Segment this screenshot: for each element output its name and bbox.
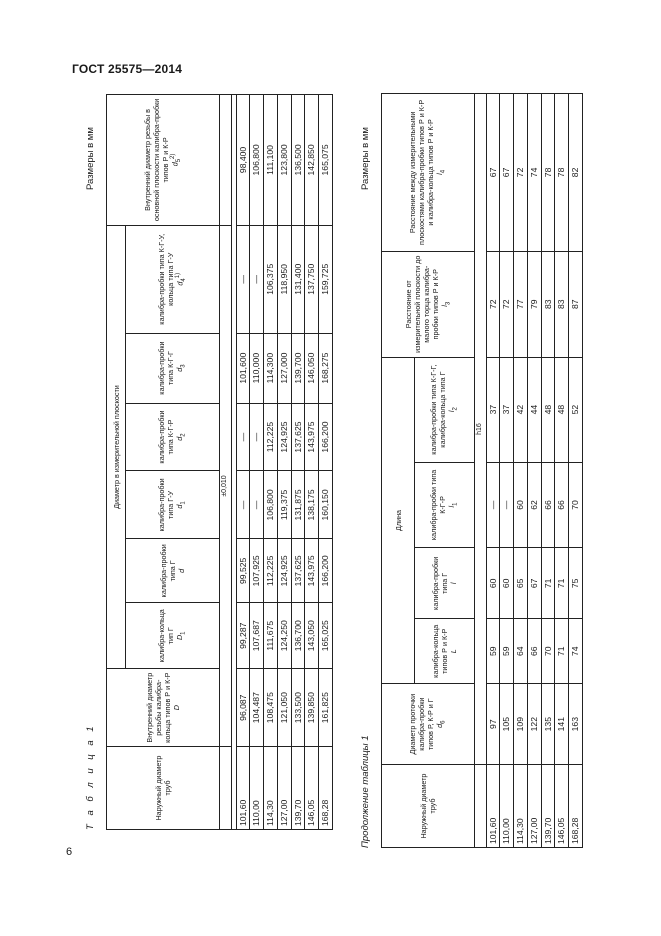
t1-header-plug-kgg: калибра-пробки типа К-Г-Г $d_3$ [126,333,220,403]
table-cell: 60 [500,548,514,619]
table-cell: 107,925 [250,539,264,603]
table-cell: 70 [569,462,583,548]
table-row [277,95,291,830]
row-outer-diameter: 127,00 [527,765,541,848]
table-cell: 143,975 [305,539,319,603]
table-cell: 166,200 [319,403,333,471]
table-cell: 143,050 [305,603,319,669]
row-outer-diameter: 110,00 [500,765,514,848]
table-row [555,94,569,848]
table-cell: 163 [569,684,583,765]
table-cell: 70 [541,619,555,684]
row-outer-diameter: 139,70 [541,765,555,848]
table-cell: — [236,471,250,539]
t1-header-ring-g: калибра-кольца тип Г $D_1$ [126,603,220,669]
table-cell: 99,525 [236,539,250,603]
table-cell: 168,275 [319,333,333,403]
table1-block [85,90,385,830]
table-cell: 59 [500,619,514,684]
table-cell: 71 [541,548,555,619]
table-cell: 166,200 [319,539,333,603]
t2-header-length-group: Длина [382,357,415,684]
table-cell: 101,600 [236,333,250,403]
table-cell: 114,300 [264,333,278,403]
table-cell: 139,850 [305,669,319,747]
table-cell: 160,150 [319,471,333,539]
table-cell: 60 [514,462,528,548]
table1-cont-body [486,94,582,848]
table-cell: 141 [555,684,569,765]
t2-tolerance: h16 [475,94,487,765]
table-cell: 98,400 [236,95,250,226]
table-cell: — [486,462,500,548]
t2-header-plug-kgp-len: калибра-пробки типа К-Г-Р $l_1$ [415,462,475,548]
table-cell: 137,625 [291,539,305,603]
table1 [106,94,333,830]
page-number: 6 [66,846,73,858]
table-cell: 106,375 [264,225,278,333]
document-title: ГОСТ 25575—2014 [72,62,183,76]
table-cell: 109 [514,684,528,765]
table-cell: 87 [569,251,583,357]
table-cell: 67 [500,94,514,252]
table-row [500,94,514,848]
table-row [486,94,500,848]
table-row [236,95,250,830]
table-cell: 64 [514,619,528,684]
table-cell: 146,050 [305,333,319,403]
t1-header-inner-base: Внутренний диаметр резьбы в основной плоскости калибра-пробки типов Р и К-Р $d_5^{2)}$ [107,95,220,226]
t2-header-dist-end: Расстояние от измерительной плоскости до малого торца калибра-пробки типов Р и К-Р $l_3$ [382,251,475,357]
table1-cont-units: Размеры в мм [360,127,371,190]
table-row [569,94,583,848]
table-cell: 82 [569,94,583,252]
table-cell: 72 [486,251,500,357]
table-cell: 124,925 [277,403,291,471]
table-cell: 37 [486,357,500,462]
table-row [527,94,541,848]
table-cell: 44 [527,357,541,462]
table-cell: 119,375 [277,471,291,539]
table-cell: 137,625 [291,403,305,471]
t1-header-plug-gu: калибра-пробки типа Г-У $d_1$ [126,471,220,539]
table-row [264,95,278,830]
table-cell: 78 [555,94,569,252]
table-cell: 118,950 [277,225,291,333]
table-cell: 99,287 [236,603,250,669]
table-cell: — [236,403,250,471]
row-outer-diameter: 114,30 [264,747,278,830]
table-cell: 161,825 [319,669,333,747]
row-outer-diameter: 114,30 [514,765,528,848]
row-outer-diameter: 168,28 [319,747,333,830]
table-cell: 112,225 [264,403,278,471]
table-cell: 71 [555,619,569,684]
t1-tol-blank-2 [220,95,232,226]
table-cell: 96,087 [236,669,250,747]
table-cell: 66 [527,619,541,684]
table-row [250,95,264,830]
table-cell: — [236,225,250,333]
table-cell: 71 [555,548,569,619]
t1-tol-blank-1 [220,747,232,830]
t2-header-plug-g-len: калибра-пробки типа Г l [415,548,475,619]
t1-header-measure-group: Диаметр в измерительной плоскости [107,225,126,668]
table-cell: 131,400 [291,225,305,333]
table-cell: 67 [486,94,500,252]
t2-header-outer: Наружный диаметр труб [382,765,475,848]
row-outer-diameter: 101,60 [236,747,250,830]
table-cell: 165,025 [319,603,333,669]
table-cell: 165,075 [319,95,333,226]
table-cell: 83 [541,251,555,357]
table-cell: 106,800 [264,471,278,539]
t2-header-ring-len: калибра-кольца типов Р и К-Р L [415,619,475,684]
row-outer-diameter: 146,05 [555,765,569,848]
row-outer-diameter: 101,60 [486,765,500,848]
t1-header-outer: Наружный диаметр труб [107,747,220,830]
t2-header-dist-planes: Расстояние между измерительными плоскостями калибра-пробки типов Р и К-Р и калибра-кольца типов Р и К-Р $l_4$ [382,94,475,252]
row-outer-diameter: 168,28 [569,765,583,848]
table-cell: 104,487 [250,669,264,747]
t2-header-bore: Диаметр проточки калибра-пробки типов Р, К-Р и Г $d_6$ [382,684,475,765]
table-cell: 159,725 [319,225,333,333]
t1-header-plug-kgp: калибра-пробки типа К-Г-Р $d_2$ [126,403,220,471]
table-cell: 106,800 [250,95,264,226]
table-cell: 75 [569,548,583,619]
table-cell: 124,925 [277,539,291,603]
table-cell: 66 [555,462,569,548]
table-cell: 62 [527,462,541,548]
table-cell: 110,000 [250,333,264,403]
table-cell: 74 [569,619,583,684]
table-cell: 138,175 [305,471,319,539]
table-cell: 48 [555,357,569,462]
table-cell: 142,850 [305,95,319,226]
table1-cont-caption: Продолжение таблицы 1 [360,735,371,848]
table-cell: 121,050 [277,669,291,747]
table-cell: 122 [527,684,541,765]
table1-cont-block [360,88,640,848]
table-cell: 48 [541,357,555,462]
table-cell: — [250,471,264,539]
table1-caption: Т а б л и ц а 1 [85,723,96,830]
table-cell: 42 [514,357,528,462]
table-cell: 111,100 [264,95,278,226]
table-cell: 77 [514,251,528,357]
table-cell: 74 [527,94,541,252]
row-outer-diameter: 139,70 [291,747,305,830]
table-cell: 59 [486,619,500,684]
table-cell: 83 [555,251,569,357]
table-cell: 52 [569,357,583,462]
table-cell: 124,250 [277,603,291,669]
t1-header-inner-thread: Внутренний диаметр резьбы калибра-кольца типов Р и К-Р D [107,669,220,747]
table1-units: Размеры в мм [85,127,96,190]
row-outer-diameter: 127,00 [277,747,291,830]
table-cell: 135 [541,684,555,765]
table-cell: 136,700 [291,603,305,669]
table-cell: 112,225 [264,539,278,603]
table-cell: 107,687 [250,603,264,669]
table-cell: 97 [486,684,500,765]
t1-tolerance: ±0,010 [220,225,232,746]
table-cell: 137,750 [305,225,319,333]
table-cell: 60 [486,548,500,619]
t2-header-plug-kgg-len: калибра-пробки типа К-Г-Г, калибра-кольца типа Г $l_2$ [415,357,475,462]
table-cell: 72 [500,251,514,357]
table-cell: 127,000 [277,333,291,403]
t1-header-plug-g: калибра-пробки типа Г d [126,539,220,603]
table-cell: 111,675 [264,603,278,669]
table-cell: 143,975 [305,403,319,471]
table-row [291,95,305,830]
table-cell: — [250,403,264,471]
table-cell: 66 [541,462,555,548]
table-cell: 133,500 [291,669,305,747]
table-cell: 79 [527,251,541,357]
table-row [305,95,319,830]
table-cell: 123,800 [277,95,291,226]
t1-header-plug-kgu: калибра-пробки типа К-Г-У, кольца типа Г-У $d_4^{1)}$ [126,225,220,333]
row-outer-diameter: 146,05 [305,747,319,830]
table1-cont [381,93,583,848]
table-row [541,94,555,848]
table-cell: 136,500 [291,95,305,226]
t2-tol-blank-1 [475,765,487,848]
table-cell: 67 [527,548,541,619]
table-cell: 108,475 [264,669,278,747]
table-cell: — [250,225,264,333]
table-cell: — [500,462,514,548]
row-outer-diameter: 110,00 [250,747,264,830]
table-cell: 139,700 [291,333,305,403]
table-row [319,95,333,830]
table-cell: 78 [541,94,555,252]
table-cell: 37 [500,357,514,462]
table-cell: 65 [514,548,528,619]
table-row [514,94,528,848]
table-cell: 131,875 [291,471,305,539]
table1-body [236,95,332,830]
table-cell: 105 [500,684,514,765]
table-cell: 72 [514,94,528,252]
